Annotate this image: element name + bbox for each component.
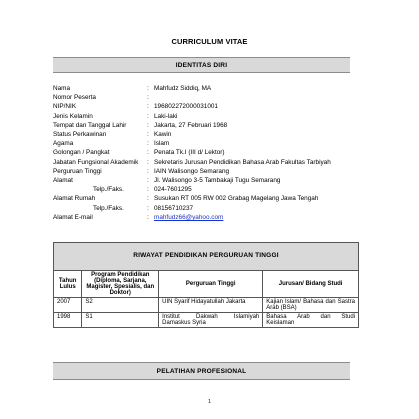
cell-perguruan-tinggi: Institut Dakwah Islamiyah Damaskus Syria — [159, 313, 263, 328]
email-link[interactable]: mahfudz66@yahoo.com — [154, 213, 224, 221]
colon: : — [147, 85, 149, 92]
header-jurusan: Jurusan/ Bidang Studi — [263, 271, 359, 298]
pelatihan-heading: PELATIHAN PROFESIONAL — [53, 362, 350, 380]
identitas-label: Jabatan Fungsional Akademik — [53, 158, 139, 166]
identitas-label: Nomor Peserta — [53, 94, 96, 102]
identitas-label: Alamat E-mail — [53, 213, 93, 221]
colon: : — [147, 195, 149, 203]
header-program: Program Pendidikan (Diploma, Sarjana, Magister, Spesialis, dan Doktor) — [82, 271, 159, 298]
identitas-label: Telp./Faks. — [93, 186, 124, 194]
colon: : — [147, 103, 149, 111]
colon: : — [147, 186, 149, 194]
identitas-label: Alamat — [53, 177, 73, 185]
colon: : — [147, 167, 149, 175]
colon: : — [147, 177, 149, 185]
identitas-value: Penata Tk.I (III d/ Lektor) — [154, 149, 225, 157]
identitas-value: Kawin — [154, 131, 172, 139]
identitas-value: Mahfudz Siddiq, MA — [154, 85, 212, 92]
identitas-row — [53, 102, 353, 111]
cell-tahun: 2007 — [54, 298, 82, 313]
identitas-value: IAIN Walisongo Semarang — [154, 167, 230, 175]
identitas-row — [53, 84, 353, 93]
colon: : — [147, 158, 149, 166]
cell-program: S2 — [82, 298, 159, 313]
colon: : — [147, 131, 149, 139]
cell-jurusan: Bahasa Arab dan Studi Keislaman — [263, 313, 359, 328]
colon: : — [147, 112, 149, 120]
identitas-row — [53, 176, 353, 185]
identitas-row — [53, 204, 353, 213]
identitas-value: Islam — [154, 140, 170, 148]
identitas-label: Golongan / Pangkat — [53, 149, 110, 157]
page-number: 1 — [208, 399, 211, 405]
identitas-label: Status Perkawinan — [53, 131, 107, 139]
identitas-label: NIP/NIK — [53, 103, 77, 111]
identitas-row — [53, 158, 353, 167]
identitas-value: Sekretaris Jurusan Pendidikan Bahasa Arab Fakultas Tarbiyah — [154, 158, 331, 166]
colon: : — [147, 94, 149, 102]
table-row — [54, 298, 359, 313]
identitas-label: Agama — [53, 140, 74, 148]
document-title: CURRICULUM VITAE — [171, 37, 248, 46]
header-tahun: Tahun Lulus — [54, 271, 82, 298]
identitas-label: Jenis Kelamin — [53, 112, 93, 120]
identitas-value: 196802272000031001 — [154, 103, 218, 111]
identitas-row — [53, 130, 353, 139]
identitas-label: Telp./Faks. — [93, 204, 124, 212]
identitas-value: Jl. Walisongo 3-5 Tambakaji Tugu Semarang — [154, 177, 281, 185]
identitas-row — [53, 93, 353, 102]
header-perguruan-tinggi: Perguruan Tinggi — [159, 271, 263, 298]
identitas-value: Laki-laki — [154, 112, 178, 120]
identitas-row — [53, 213, 353, 222]
colon: : — [147, 149, 149, 157]
identitas-row — [53, 121, 353, 130]
colon: : — [147, 213, 149, 221]
identitas-row — [53, 112, 353, 121]
table-row — [54, 313, 359, 328]
identitas-list — [53, 84, 353, 222]
identitas-value: Jakarta, 27 Februari 1968 — [154, 121, 228, 129]
colon: : — [147, 140, 149, 148]
identitas-row — [53, 194, 353, 203]
colon: : — [147, 204, 149, 212]
identitas-label: Tempat dan Tanggal Lahir — [53, 121, 127, 129]
identitas-value: 024-7601295 — [154, 186, 192, 194]
identitas-value — [154, 93, 353, 102]
cell-tahun: 1998 — [54, 313, 82, 328]
identitas-row — [53, 185, 353, 194]
pendidikan-table — [53, 270, 359, 328]
identitas-row — [53, 148, 353, 157]
cell-jurusan: Kajian Islam/ Bahasa dan Sastra Arab (BSA) — [263, 298, 359, 313]
identitas-label: Nama — [53, 85, 71, 92]
identitas-label: Alamat Rumah — [53, 195, 96, 203]
identitas-row — [53, 139, 353, 148]
cell-perguruan-tinggi: UIN Syarif Hidayatullah Jakarta — [159, 298, 263, 313]
identitas-value: Susukan RT 005 RW 002 Grabag Magelang Jawa Tengah — [154, 195, 319, 203]
cell-program: S1 — [82, 313, 159, 328]
table-header-row — [54, 271, 359, 298]
identitas-heading: IDENTITAS DIRI — [53, 57, 350, 73]
identitas-label: Perguruan Tinggi — [53, 167, 102, 175]
riwayat-heading: RIWAYAT PENDIDIKAN PERGURUAN TINGGI — [54, 243, 358, 267]
identitas-row — [53, 167, 353, 176]
colon: : — [147, 121, 149, 129]
identitas-value: 08156710237 — [154, 204, 194, 212]
